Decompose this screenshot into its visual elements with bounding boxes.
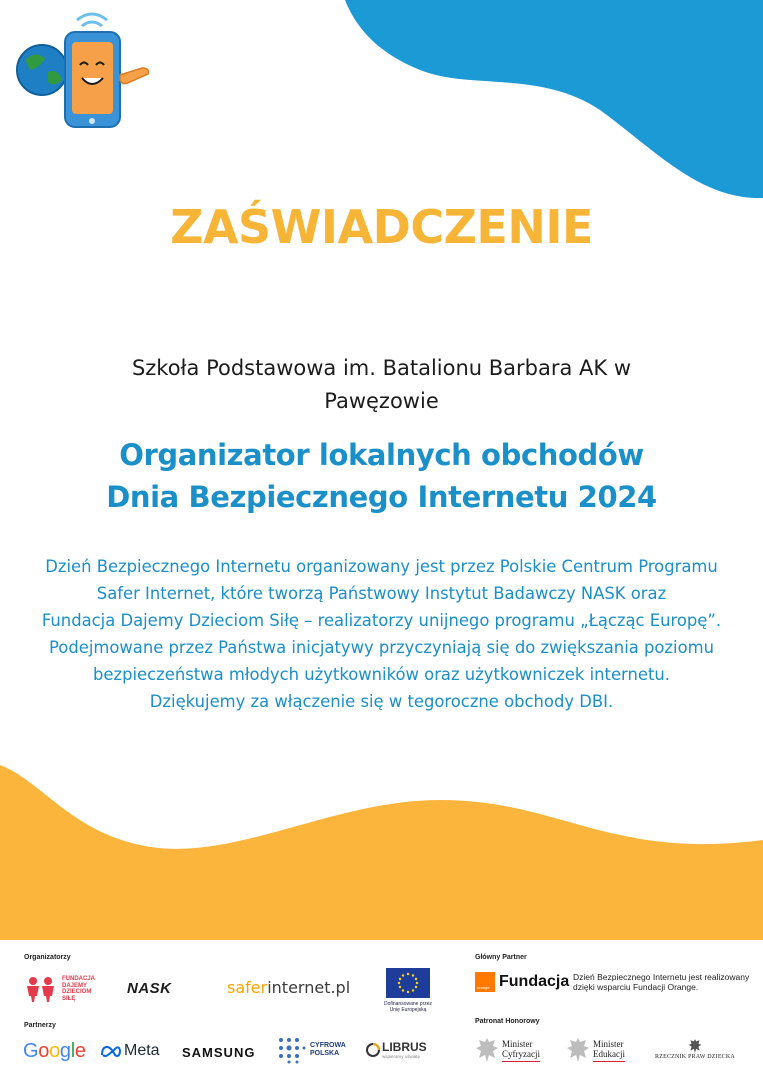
- minister-line: Minister: [502, 1038, 533, 1049]
- sponsors-footer: [0, 940, 763, 1080]
- body-line: Dziękujemy za włączenie się w tegoroczne obchody DBI.: [149, 692, 614, 711]
- globe-icon: [17, 45, 67, 95]
- minister-edukacji-text: [593, 1039, 625, 1062]
- meta-logo: [100, 1042, 160, 1060]
- body-line: bezpieczeństwa młodych użytkowników oraz użytkowniczek internetu.: [93, 665, 670, 684]
- nask-logo: NASK: [127, 980, 172, 997]
- rzecznik-logo: [650, 1038, 740, 1060]
- certificate-title: ZAŚWIADCZENIE: [170, 200, 593, 254]
- cyfrowa-polska-logo: [277, 1036, 346, 1064]
- google-letter: o: [38, 1040, 50, 1062]
- google-letter: g: [59, 1040, 71, 1062]
- body-line: Podejmowane przez Państwa inicjatywy przyczyniają się do zwiększania poziomu: [49, 638, 714, 657]
- school-name: [70, 352, 693, 418]
- google-logo: [23, 1040, 86, 1063]
- fundacja-logo: [24, 976, 95, 1002]
- minister-line: Cyfryzacji: [502, 1048, 540, 1059]
- librus-text: [382, 1040, 427, 1059]
- safer-part: safer: [227, 978, 268, 997]
- minister-edukacji-logo: [566, 1036, 625, 1064]
- librus-circle-icon: [366, 1043, 380, 1057]
- fundacja-line: DAJEMY: [62, 982, 88, 989]
- orange-fundacja-logo: [475, 972, 569, 992]
- award-heading-line: Dnia Bezpiecznego Internetu 2024: [106, 480, 657, 514]
- school-name-line: Szkoła Podstawowa im. Batalionu Barbara AK w: [131, 356, 632, 380]
- fundacja-line: DZIECIOM: [62, 989, 92, 995]
- minister-cyfryzacji-text: [502, 1039, 540, 1062]
- google-letter: e: [74, 1040, 86, 1062]
- body-line: Dzień Bezpiecznego Internetu organizowany jest przez Polskie Centrum Programu: [45, 557, 718, 576]
- main-partner-label: Główny Partner: [475, 954, 527, 961]
- cyfrowa-dots-icon: [277, 1036, 307, 1064]
- orange-small-text: orange: [477, 985, 490, 990]
- internet-part: internet.pl: [267, 978, 351, 997]
- orange-desc-line: Dzień Bezpiecznego Internetu jest realizowany: [573, 972, 750, 982]
- eu-caption: [382, 1001, 434, 1013]
- partners-label: Partnerzy: [24, 1022, 56, 1029]
- fundacja-children-icon: [24, 976, 58, 1002]
- minister-line: Minister: [593, 1038, 624, 1049]
- body-line: Fundacja Dajemy Dzieciom Siłę – realizatorzy unijnego programu „Łącząc Europę”.: [41, 611, 722, 630]
- minister-line: Edukacji: [593, 1048, 625, 1059]
- fundacja-line: SIŁĘ: [62, 995, 76, 1002]
- school-name-line: Pawęzowie: [324, 389, 439, 413]
- award-heading-line: Organizator lokalnych obchodów: [119, 438, 644, 472]
- polish-eagle-icon: [687, 1038, 703, 1054]
- eu-caption-line: Unię Europejską: [389, 1007, 427, 1013]
- polish-eagle-icon: [475, 1036, 499, 1064]
- orange-description: [573, 972, 749, 992]
- mascot-tablet-icon: [10, 10, 160, 140]
- google-letter: G: [23, 1040, 39, 1062]
- rzecznik-text: RZECZNIK PRAW DZIECKA: [655, 1054, 735, 1060]
- cyfrowa-line: POLSKA: [310, 1050, 340, 1057]
- fundacja-name: [62, 976, 95, 1002]
- librus-name: LIBRUS: [382, 1040, 427, 1054]
- meta-text: Meta: [124, 1042, 160, 1059]
- google-letter: o: [49, 1040, 60, 1062]
- saferinternet-logo: [227, 978, 350, 997]
- polish-eagle-icon: [566, 1036, 590, 1064]
- bottom-orange-wave: [0, 765, 763, 945]
- cyfrowa-line: CYFROWA: [310, 1042, 346, 1049]
- orange-fundacja-text: Fundacja: [499, 973, 570, 990]
- fundacja-line: FUNDACJA: [62, 976, 95, 982]
- meta-infinity-icon: [100, 1045, 122, 1057]
- eu-logo: [382, 968, 434, 1013]
- librus-tagline: wspieramy oświatę: [382, 1054, 421, 1059]
- certificate-body: [20, 553, 743, 715]
- top-right-blue-wave: [345, 0, 763, 198]
- orange-square-icon: [475, 972, 495, 992]
- body-line: Safer Internet, które tworzą Państwowy Instytut Badawczy NASK oraz: [96, 584, 667, 603]
- samsung-logo: SAMSUNG: [182, 1045, 256, 1060]
- eu-flag-icon: [386, 968, 430, 998]
- google-letter: l: [70, 1040, 75, 1062]
- librus-logo: [366, 1040, 427, 1059]
- award-heading: [40, 434, 723, 518]
- wifi-icon: [77, 14, 107, 26]
- organizers-label: Organizatorzy: [24, 954, 71, 961]
- patronat-label: Patronat Honorowy: [475, 1018, 540, 1025]
- orange-desc-line: dzięki wsparciu Fundacji Orange.: [573, 982, 699, 992]
- minister-cyfryzacji-logo: [475, 1036, 540, 1064]
- cyfrowa-polska-text: [310, 1042, 346, 1058]
- eu-caption-line: Dofinansowane przez: [383, 1001, 433, 1007]
